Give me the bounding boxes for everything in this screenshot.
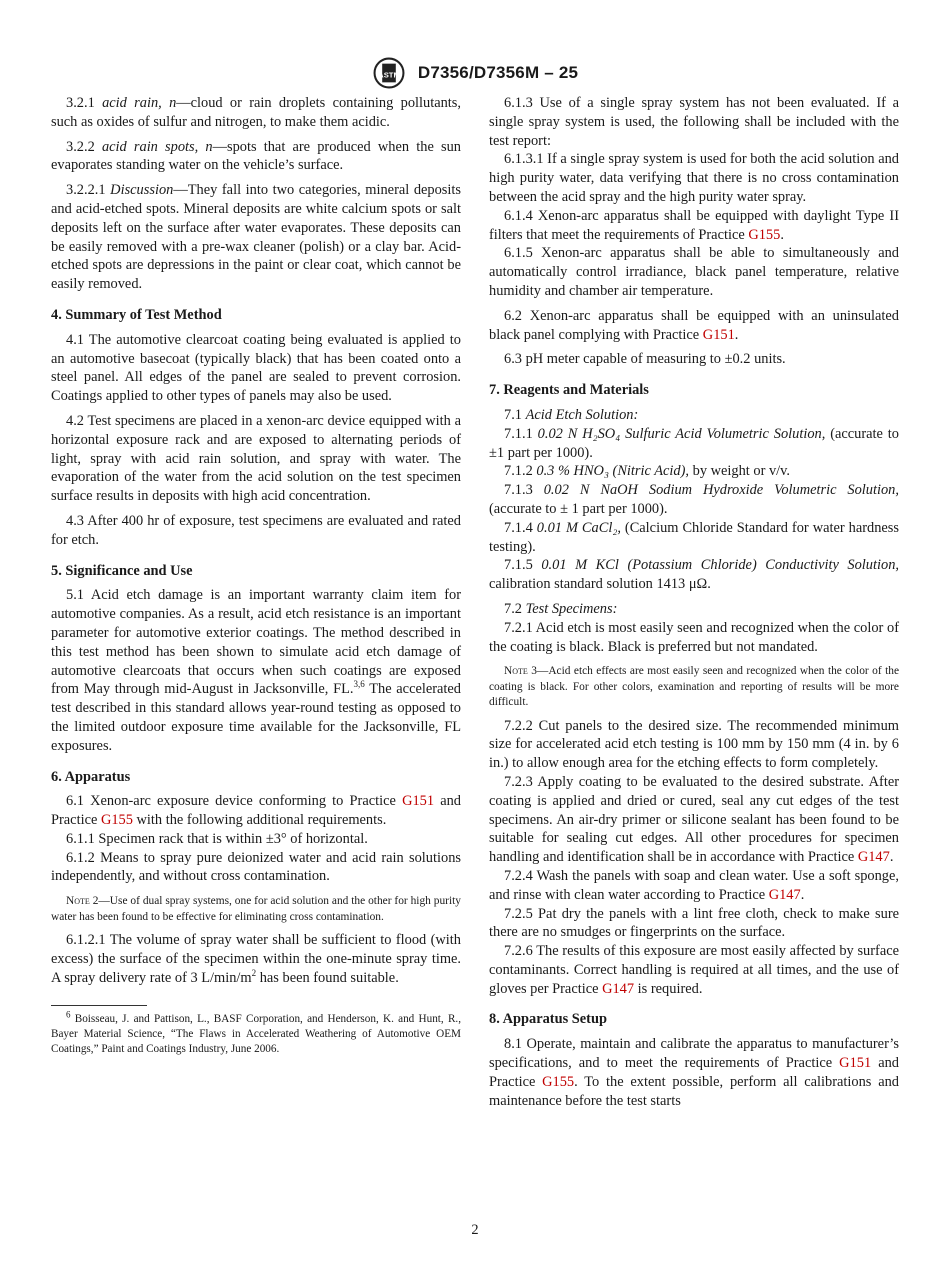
paragraph-7-1-3: 7.1.3 0.02 N NaOH Sodium Hydroxide Volumetric Solution, (accurate to ± 1 part per 1000).: [489, 482, 899, 517]
document-designation: D7356/D7356M – 25: [417, 63, 579, 82]
paragraph-7-1-5: 7.1.5 0.01 M KCl (Potassium Chloride) Conductivity Solution, calibration standard solution 1413 μΩ.: [489, 557, 899, 593]
paragraph-6-1-4: 6.1.4 Xenon-arc apparatus shall be equipped with daylight Type II filters that meet the requirements of Practice G155.: [489, 207, 899, 243]
paragraph-7-1-2: 7.1.2 0.3 % HNO₃ (Nitric Acid), by weight or v/v.: [504, 463, 791, 480]
paragraph-8-1: 8.1 Operate, maintain and calibrate the apparatus to manufacturer’s specifications, and to meet the requirements of Practice G151 and Practice G155. To the extent possible, perform all calibrations and maintenance before the test starts: [489, 1036, 899, 1109]
page-header: [0, 56, 950, 90]
link-g151[interactable]: G151: [402, 793, 435, 810]
paragraph-6-1-5: 6.1.5 Xenon-arc apparatus shall be able to simultaneously and automatically control irradiance, black panel temperature, relative humidity and chamber air temperature.: [489, 245, 899, 299]
right-column: [489, 94, 899, 1110]
section-heading-6: 6. Apparatus: [51, 768, 131, 785]
paragraph-6-1: 6.1 Xenon-arc exposure device conforming to Practice G151 and Practice G155 with the following additional requirements.: [51, 793, 461, 829]
paragraph-7-1-1: 7.1.1 0.02 N H₂SO₄ Sulfuric Acid Volumetric Solution, (accurate to ±1 part per 1000).: [489, 425, 899, 461]
paragraph-7-2-1: 7.2.1 Acid etch is most easily seen and recognized when the color of the coating is black. Black is preferred but not mandated.: [489, 619, 899, 655]
paragraph-6-1-2: 6.1.2 Means to spray pure deionized water and acid rain solutions independently, and without cross contamination.: [51, 849, 461, 885]
section-heading-5: 5. Significance and Use: [51, 562, 193, 579]
footnote-6: $^6$ Boisseau, J. and Pattison, L., BASF Corporation, and Henderson, K. and Hunt, R., Bayer Material Science, “The Flaws in Accelerated Weathering of Automotive OEM Coatings,” Paint and Coatings Industry, June 2006.: [51, 1009, 461, 1056]
paragraph-7-2-3: 7.2.3 Apply coating to be evaluated to the desired substrate. After coating is applied and dried or cured, seal any cut edges of the test specimens. An air-dry primer or silicone sealant has been found to be suitable for sealing cut edges. All other procedures for specimen handling and identification shall be in accordance with Practice G147.: [489, 773, 899, 866]
link-g147[interactable]: G147: [768, 886, 801, 903]
link-g151[interactable]: G151: [702, 326, 735, 343]
paragraph-3-2-2-1: 3.2.2.1 Discussion—They fall into two categories, mineral deposits and acid-etched spots. Mineral deposits are white calcium spots or salt deposits left on the surface after water evaporates. These deposits can be easily removed with a pre-wax cleaner (polish) or a clay bar. Acid-etched spots are depressions in the paint or clear coat, which cannot be easily removed.: [51, 182, 462, 293]
paragraph-6-2: 6.2 Xenon-arc apparatus shall be equipped with an uninsulated black panel complying with Practice G151.: [489, 307, 899, 343]
astm-logo-icon: [372, 56, 406, 90]
paragraph-7-2-6: 7.2.6 The results of this exposure are most easily affected by surface contaminants. Correct handling is required at all times, and the use of gloves per Practice G147 is required.: [489, 943, 899, 997]
paragraph-6-1-1: 6.1.1 Specimen rack that is within ±3° of horizontal.: [66, 830, 368, 847]
link-g147[interactable]: G147: [602, 980, 635, 997]
link-g151[interactable]: G151: [839, 1055, 872, 1072]
paragraph-7-1: 7.1 Acid Etch Solution:: [504, 406, 639, 423]
paragraph-7-2-4: 7.2.4 Wash the panels with soap and clean water. Use a soft sponge, and rinse with clean water according to Practice G147.: [489, 867, 899, 903]
svg-text:ASTM: ASTM: [378, 70, 400, 80]
paragraph-6-1-3: 6.1.3 Use of a single spray system has not been evaluated. If a single spray system is used, the following shall be included with the test report:: [489, 95, 899, 149]
page-number: 2: [471, 1222, 479, 1238]
footnote-divider: [51, 1005, 147, 1006]
link-g155[interactable]: G155: [100, 812, 133, 829]
paragraph-4-1: 4.1 The automotive clearcoat coating being evaluated is applied to an automotive basecoat (typically black) that has been coated onto a steel panel. All edges of the panel are sealed to prevent corrosion. Coatings applied to other types of panels may also be used.: [51, 331, 461, 405]
link-g155[interactable]: G155: [748, 226, 781, 243]
link-g155[interactable]: G155: [542, 1073, 575, 1090]
paragraph-6-3: 6.3 pH meter capable of measuring to ±0.2 units.: [504, 351, 786, 368]
section-heading-8: 8. Apparatus Setup: [489, 1011, 607, 1028]
paragraph-7-2-5: 7.2.5 Pat dry the panels with a lint free cloth, check to make sure there are no smudges or fingerprints on the surface.: [489, 905, 899, 941]
note-3: Note 3—Acid etch effects are most easily seen and recognized when the color of the coating is black. For other colors, examination and reporting of results will be more difficult.: [489, 665, 899, 709]
paragraph-7-1-4: 7.1.4 0.01 M CaCl₂, (Calcium Chloride Standard for water hardness testing).: [489, 519, 899, 555]
section-heading-4: 4. Summary of Test Method: [51, 306, 222, 323]
paragraph-4-3: 4.3 After 400 hr of exposure, test specimens are evaluated and rated for etch.: [51, 512, 461, 548]
paragraph-5-1: 5.1 Acid etch damage is an important warranty claim item for automotive companies. As a result, acid etch resistance is an important parameter for automotive exterior coatings. The method described in this test method has been shown to simulate acid etch damage of automotive clearcoats that occurs when such coatings are exposed from May through mid-August in Jacksonville, FL.$^{3,6}$ The accelerated test described in this standard allows year-round testing as opposed to the limited outdoor exposure time available for the Jacksonville, FL exposures.: [51, 587, 461, 754]
paragraph-3-2-2: 3.2.2 acid rain spots, n—spots that are produced when the sun evaporates standing water on the vehicle’s surface.: [51, 138, 461, 174]
note-2: Note 2—Use of dual spray systems, one for acid solution and the other for high purity water has been found to be effective for eliminating cross contamination.: [51, 895, 461, 923]
paragraph-6-1-3-1: 6.1.3.1 If a single spray system is used for both the acid solution and high purity water, data verifying that there is no cross contamination between the acid spray and the high purity water spray.: [489, 151, 899, 205]
paragraph-6-1-2-1: 6.1.2.1 The volume of spray water shall be sufficient to flood (with excess) the surface of the specimen within the one-minute spray time. A spray delivery rate of 3 $L/\min/m^2$ has been found suitable.: [51, 932, 461, 986]
link-g147[interactable]: G147: [857, 849, 890, 866]
paragraph-7-2: 7.2 Test Specimens:: [504, 600, 618, 617]
paragraph-3-2-1: 3.2.1 acid rain, n—cloud or rain droplets containing pollutants, such as oxides of sulfur and nitrogen, to make them acidic.: [51, 95, 461, 130]
left-column: [51, 94, 461, 1057]
paragraph-7-2-2: 7.2.2 Cut panels to the desired size. The recommended minimum size for accelerated acid etch testing is 100 mm by 150 mm (4 in. by 6 in.) to allow enough area for the etching effects to form completely.: [489, 717, 899, 772]
section-heading-7: 7. Reagents and Materials: [489, 382, 649, 399]
paragraph-4-2: 4.2 Test specimens are placed in a xenon-arc device equipped with a horizontal exposure rack and are exposed to alternating periods of light, spray with acid rain solution, and spray with water. The evaporation of the water from the acid solution on the test specimen surface results in deposits with high acid concentration.: [51, 412, 461, 505]
footnote-ref: 3,6: [353, 679, 365, 690]
